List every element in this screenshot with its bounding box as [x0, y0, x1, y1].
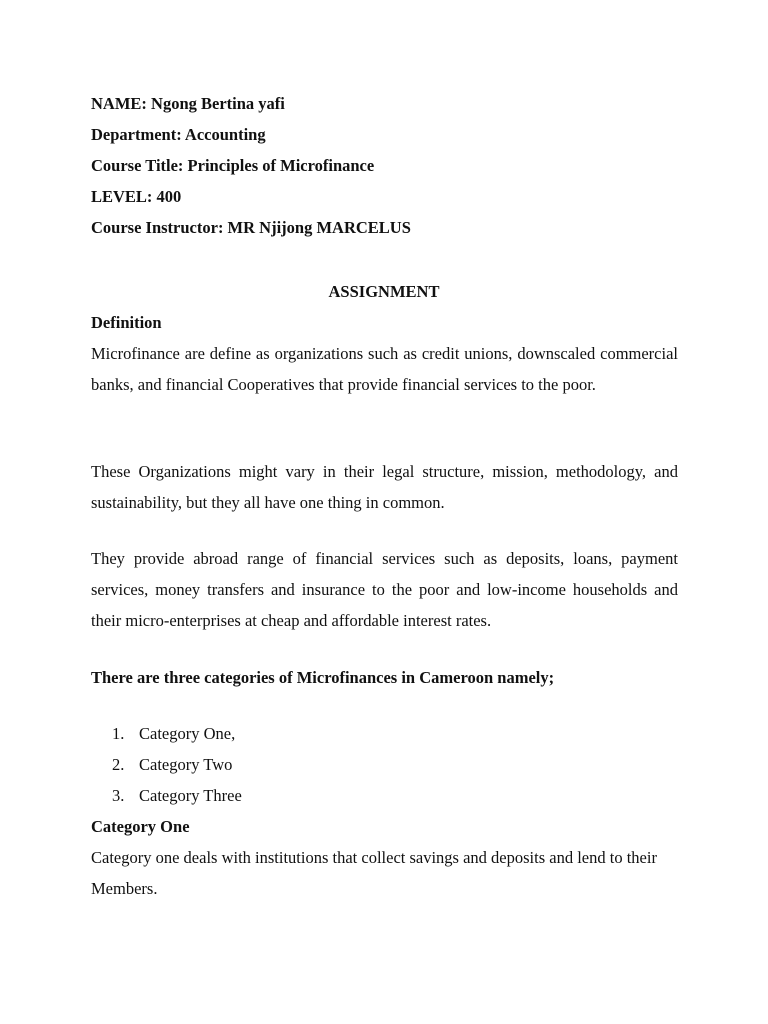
- category-one-heading: Category One: [91, 817, 190, 836]
- list-item: [112, 724, 235, 744]
- list-number: 1.: [112, 724, 125, 743]
- student-name: NAME: Ngong Bertina yafi: [91, 94, 285, 113]
- definition-paragraph: Microfinance are define as organizations such as credit unions, downscaled commercial banks, and financial Cooperatives that provide financial services to the poor.: [91, 344, 678, 394]
- course-instructor: Course Instructor: MR Njijong MARCELUS: [91, 218, 411, 237]
- organizations-paragraph: These Organizations might vary in their legal structure, mission, methodology, and sustainability, but they all have one thing in common.: [91, 462, 678, 512]
- list-text: Category Three: [139, 786, 242, 805]
- list-item: [112, 786, 242, 806]
- category-one-paragraph: Category one deals with institutions that collect savings and deposits and lend to their Members.: [91, 848, 657, 898]
- categories-intro: There are three categories of Microfinances in Cameroon namely;: [91, 668, 555, 687]
- definition-heading: Definition: [91, 313, 162, 332]
- list-number: 3.: [112, 786, 125, 805]
- services-paragraph: They provide abroad range of financial services such as deposits, loans, payment services, money transfers and insurance to the poor and low-income households and their micro-enterprises at cheap and affordable interest rates.: [91, 549, 678, 630]
- list-text: Category Two: [139, 755, 233, 774]
- list-text: Category One,: [139, 724, 236, 743]
- department: Department: Accounting: [91, 125, 266, 144]
- list-number: 2.: [112, 755, 125, 774]
- level: LEVEL: 400: [91, 187, 182, 206]
- course-title: Course Title: Principles of Microfinance: [91, 156, 375, 175]
- assignment-title: ASSIGNMENT: [328, 282, 440, 301]
- list-item: [112, 755, 232, 775]
